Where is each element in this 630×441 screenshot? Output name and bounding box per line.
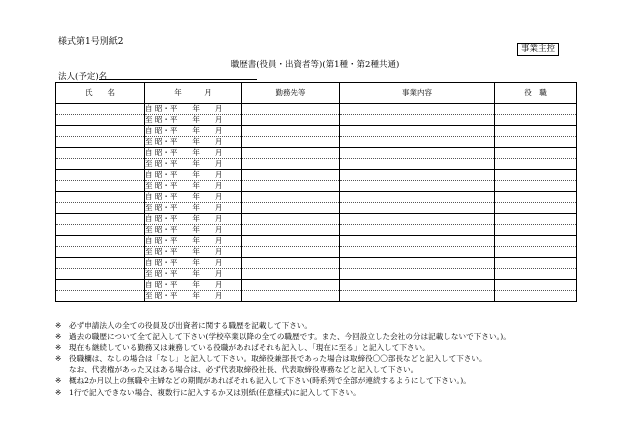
position-cell[interactable] (495, 159, 577, 170)
note-text: 役職欄は、なしの場合は「なし」と記入して下さい。取締役兼部長であった場合は取締役〇〇部長などと記入して下さい。 (69, 354, 487, 364)
header-period: 年 月 (145, 83, 242, 104)
name-cell[interactable] (56, 148, 145, 159)
business-cell[interactable] (340, 137, 495, 148)
business-cell[interactable] (340, 203, 495, 214)
position-cell[interactable] (495, 247, 577, 258)
period-from-cell: 自 昭・平 年 月 (145, 192, 242, 203)
office-copy-stamp: 事業主控 (517, 43, 559, 56)
employer-cell[interactable] (242, 258, 340, 269)
career-history-table (55, 82, 577, 302)
header-name: 氏 名 (56, 83, 145, 104)
position-cell[interactable] (495, 137, 577, 148)
note-mark: ※ (55, 321, 62, 330)
note-text: 概ね2か月以上の無職や主婦などの期間があればそれも記入して下さい(時系列で全部が連続するようにして下さい。)。 (69, 376, 471, 386)
table-row (56, 269, 577, 280)
position-cell[interactable] (495, 280, 577, 291)
position-cell[interactable] (495, 192, 577, 203)
employer-cell[interactable] (242, 126, 340, 137)
name-cell[interactable] (56, 236, 145, 247)
period-from-cell: 自 昭・平 年 月 (145, 258, 242, 269)
period-from-cell: 自 昭・平 年 月 (145, 170, 242, 181)
business-cell[interactable] (340, 280, 495, 291)
business-cell[interactable] (340, 115, 495, 126)
period-to-cell: 至 昭・平 年 月 (145, 159, 242, 170)
name-cell[interactable] (56, 291, 145, 302)
position-cell[interactable] (495, 170, 577, 181)
employer-cell[interactable] (242, 269, 340, 280)
employer-cell[interactable] (242, 291, 340, 302)
note-item (55, 364, 615, 375)
name-cell[interactable] (56, 214, 145, 225)
note-item (55, 387, 615, 398)
name-cell[interactable] (56, 104, 145, 115)
table-row (56, 247, 577, 258)
note-mark: ※ (55, 332, 62, 342)
position-cell[interactable] (495, 148, 577, 159)
position-cell[interactable] (495, 258, 577, 269)
position-cell[interactable] (495, 291, 577, 302)
period-from-cell: 自 昭・平 年 月 (145, 214, 242, 225)
position-cell[interactable] (495, 203, 577, 214)
note-text: なお、代表権があった又はある場合は、必ず代表取締役社長、代表取締役専務などと記入して下さい。 (69, 365, 419, 375)
period-to-cell: 至 昭・平 年 月 (145, 203, 242, 214)
name-cell[interactable] (56, 137, 145, 148)
form-number: 様式第1号別紙2 (58, 37, 124, 47)
employer-cell[interactable] (242, 115, 340, 126)
employer-cell[interactable] (242, 214, 340, 225)
business-cell[interactable] (340, 269, 495, 280)
table-row (56, 137, 577, 148)
table-row (56, 291, 577, 302)
name-cell[interactable] (56, 247, 145, 258)
employer-cell[interactable] (242, 280, 340, 291)
name-cell[interactable] (56, 126, 145, 137)
business-cell[interactable] (340, 192, 495, 203)
business-cell[interactable] (340, 170, 495, 181)
employer-cell[interactable] (242, 159, 340, 170)
table-row (56, 192, 577, 203)
period-from-cell: 自 昭・平 年 月 (145, 280, 242, 291)
position-cell[interactable] (495, 214, 577, 225)
header-business: 事業内容 (340, 83, 495, 104)
employer-cell[interactable] (242, 192, 340, 203)
name-cell[interactable] (56, 159, 145, 170)
period-to-cell: 至 昭・平 年 月 (145, 225, 242, 236)
table-row (56, 170, 577, 181)
note-mark: ※ (55, 343, 62, 353)
table-header-row (56, 83, 577, 104)
business-cell[interactable] (340, 225, 495, 236)
employer-cell[interactable] (242, 236, 340, 247)
employer-cell[interactable] (242, 137, 340, 148)
corporation-name-label: 法人(予定)名 (58, 72, 108, 82)
document-title: 職歴書(役員・出資者等)(第1種・第2種共通) (230, 60, 400, 70)
employer-cell[interactable] (242, 225, 340, 236)
name-cell[interactable] (56, 170, 145, 181)
business-cell[interactable] (340, 126, 495, 137)
note-item (55, 320, 615, 331)
table-row (56, 148, 577, 159)
note-text: 現在も継続している勤務又は兼務している役職があればそれも記入し、「現在に至る」と記入して下さい。 (69, 343, 430, 353)
employer-cell[interactable] (242, 181, 340, 192)
note-text: 1行で記入できない場合、複数行に記入するか又は別紙(任意様式)に記入して下さい。 (69, 387, 361, 397)
table-row (56, 203, 577, 214)
period-from-cell: 自 昭・平 年 月 (145, 126, 242, 137)
position-cell[interactable] (495, 225, 577, 236)
name-cell[interactable] (56, 115, 145, 126)
period-from-cell: 自 昭・平 年 月 (145, 148, 242, 159)
table-body (56, 104, 577, 302)
business-cell[interactable] (340, 181, 495, 192)
employer-cell[interactable] (242, 104, 340, 115)
table-row (56, 225, 577, 236)
notes (55, 320, 615, 398)
business-cell[interactable] (340, 258, 495, 269)
header-employer: 勤務先等 (242, 83, 340, 104)
note-item (55, 375, 615, 386)
position-cell[interactable] (495, 115, 577, 126)
position-cell[interactable] (495, 181, 577, 192)
period-to-cell: 至 昭・平 年 月 (145, 137, 242, 148)
business-cell[interactable] (340, 247, 495, 258)
note-mark: ※ (55, 376, 62, 386)
name-cell[interactable] (56, 269, 145, 280)
name-cell[interactable] (56, 181, 145, 192)
business-cell[interactable] (340, 104, 495, 115)
business-cell[interactable] (340, 236, 495, 247)
note-item (55, 331, 615, 342)
note-mark: ※ (55, 387, 62, 397)
period-to-cell: 至 昭・平 年 月 (145, 115, 242, 126)
period-to-cell: 至 昭・平 年 月 (145, 269, 242, 280)
name-cell[interactable] (56, 258, 145, 269)
position-cell[interactable] (495, 104, 577, 115)
period-from-cell: 自 昭・平 年 月 (145, 104, 242, 115)
period-from-cell: 自 昭・平 年 月 (145, 236, 242, 247)
business-cell[interactable] (340, 214, 495, 225)
position-cell[interactable] (495, 236, 577, 247)
table-row (56, 115, 577, 126)
note-text: 必ず申請法人の全ての役員及び出資者に関する職歴を記載して下さい。 (69, 321, 312, 330)
business-cell[interactable] (340, 159, 495, 170)
business-cell[interactable] (340, 291, 495, 302)
note-item (55, 353, 615, 364)
period-to-cell: 至 昭・平 年 月 (145, 181, 242, 192)
name-cell[interactable] (56, 280, 145, 291)
business-cell[interactable] (340, 148, 495, 159)
name-cell[interactable] (56, 192, 145, 203)
table-row (56, 214, 577, 225)
table-row (56, 126, 577, 137)
note-item (55, 342, 615, 353)
employer-cell[interactable] (242, 148, 340, 159)
employer-cell[interactable] (242, 170, 340, 181)
table-row (56, 159, 577, 170)
table-row (56, 104, 577, 115)
position-cell[interactable] (495, 126, 577, 137)
table-row (56, 280, 577, 291)
period-to-cell: 至 昭・平 年 月 (145, 291, 242, 302)
table-row (56, 258, 577, 269)
position-cell[interactable] (495, 269, 577, 280)
employer-cell[interactable] (242, 247, 340, 258)
name-cell[interactable] (56, 203, 145, 214)
table-row (56, 181, 577, 192)
name-cell[interactable] (56, 225, 145, 236)
note-mark: ※ (55, 354, 62, 364)
employer-cell[interactable] (242, 203, 340, 214)
note-text: 過去の職歴について全て記入して下さい(学校卒業以降の全ての職歴です。また、今回設立した会社の分は記載しないで下さい。)。 (69, 332, 511, 342)
period-to-cell: 至 昭・平 年 月 (145, 247, 242, 258)
corporation-name-field[interactable] (99, 79, 257, 80)
table-row (56, 236, 577, 247)
header-position: 役 職 (495, 83, 577, 104)
